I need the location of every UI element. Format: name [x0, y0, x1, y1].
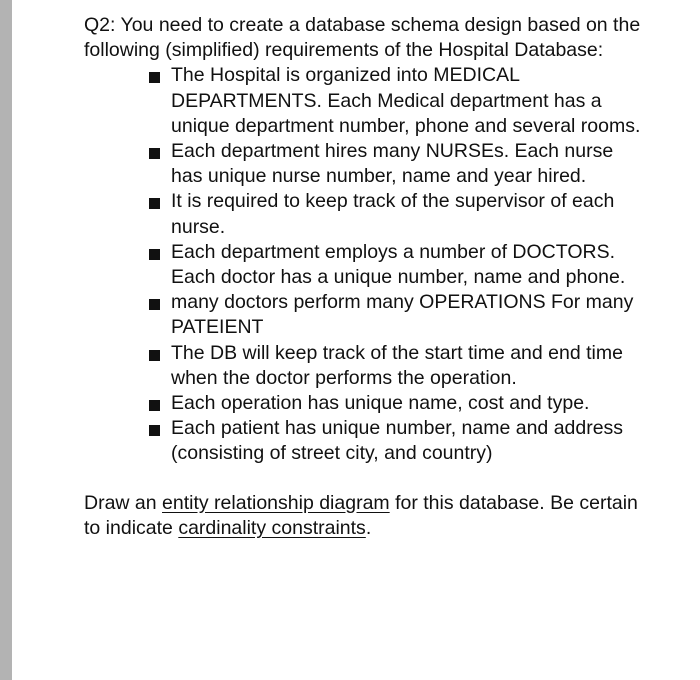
- cardinality-term-link[interactable]: cardinality constraints: [178, 516, 366, 539]
- square-bullet-icon: [149, 400, 160, 411]
- question-block: [84, 13, 644, 541]
- requirement-item: [146, 290, 644, 340]
- task-instruction: [84, 491, 644, 541]
- square-bullet-icon: [149, 198, 160, 209]
- requirement-text: many doctors perform many OPERATIONS For many PATEIENT: [171, 291, 634, 339]
- left-border-bar: [0, 0, 12, 680]
- square-bullet-icon: [149, 350, 160, 361]
- requirement-text: Each department employs a number of DOCTORS. Each doctor has a unique number, name and phone.: [171, 240, 626, 289]
- square-bullet-icon: [149, 72, 160, 83]
- square-bullet-icon: [149, 249, 160, 260]
- requirement-text: The DB will keep track of the start time and end time when the doctor performs the operation.: [171, 341, 623, 389]
- requirement-item: [146, 416, 644, 466]
- square-bullet-icon: [149, 148, 160, 159]
- requirement-item: [146, 63, 644, 139]
- requirement-text: The Hospital is organized into MEDICAL DEPARTMENTS. Each Medical department has a unique department number, phone and several rooms.: [171, 64, 641, 137]
- requirements-list: [84, 63, 644, 466]
- requirement-item: [146, 341, 644, 391]
- task-text-part-3: .: [365, 516, 372, 539]
- requirement-item: [146, 391, 644, 416]
- requirement-text: It is required to keep track of the supervisor of each nurse.: [171, 190, 615, 238]
- requirement-item: [146, 189, 644, 239]
- square-bullet-icon: [149, 299, 160, 310]
- requirement-item: [146, 139, 644, 189]
- task-text-part-1: Draw an: [84, 491, 163, 514]
- requirement-text: Each department hires many NURSEs. Each nurse has unique nurse number, name and year hired.: [171, 140, 614, 188]
- requirement-text: Each operation has unique name, cost and type.: [171, 392, 590, 415]
- square-bullet-icon: [149, 425, 160, 436]
- requirement-text: Each patient has unique number, name and address (consisting of street city, and country): [171, 417, 624, 465]
- question-intro: Q2: You need to create a database schema design based on the following (simplified) requirements of the Hospital Database:: [84, 14, 641, 62]
- requirement-item: [146, 240, 644, 290]
- erd-term-link[interactable]: entity relationship diagram: [162, 491, 390, 514]
- task-text-part-2: for this database. Be certain to indicate: [84, 491, 638, 539]
